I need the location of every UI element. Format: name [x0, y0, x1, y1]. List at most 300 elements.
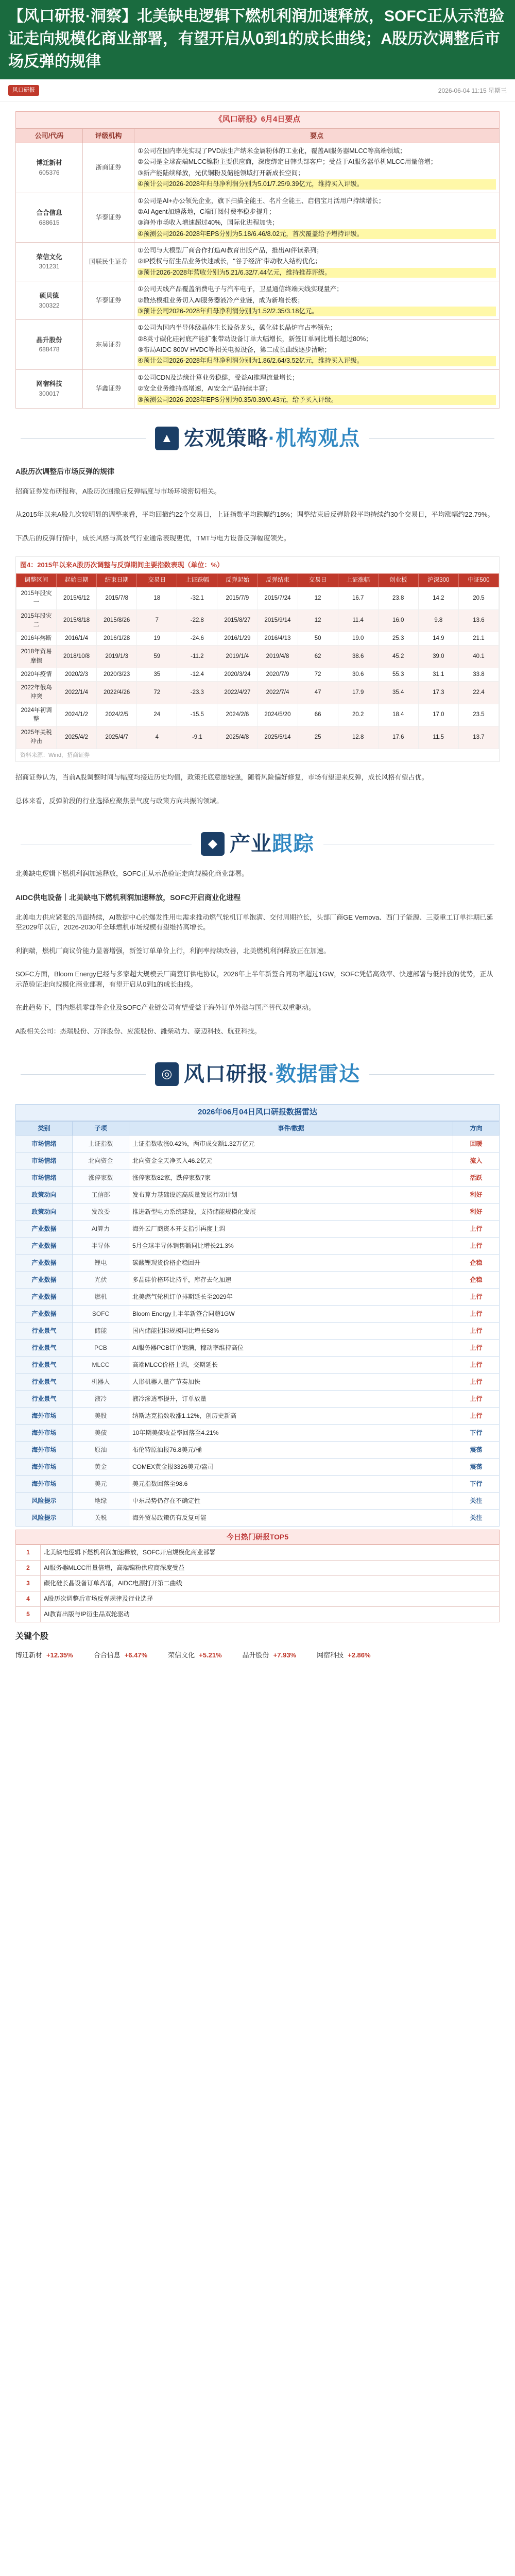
- history-cell: 13.7: [458, 726, 499, 749]
- radar-event[interactable]: 碳酸锂现货价格企稳回升: [129, 1254, 453, 1271]
- points-cell: [134, 143, 500, 193]
- history-cell: 38.6: [338, 646, 378, 668]
- history-col: 沪深300: [418, 573, 458, 587]
- radar-subitem: 涨停家数: [73, 1169, 129, 1186]
- history-source: 资料来源：Wind，招商证券: [20, 752, 90, 758]
- history-cell: 40.1: [458, 646, 499, 668]
- radar-direction: 上行: [453, 1373, 500, 1390]
- chart-logo-icon: ▲: [155, 427, 179, 450]
- macro-heading: A股历次调整后市场反弹的规律: [15, 467, 115, 476]
- radar-event[interactable]: 多晶硅价格环比持平，库存去化加速: [129, 1271, 453, 1288]
- hot-row[interactable]: [16, 1575, 500, 1591]
- radar-subitem: 发改委: [73, 1203, 129, 1220]
- point-item: ③新产能陆续释放，光伏铜粉及储能领域打开新成长空间；: [138, 169, 304, 177]
- point-item: ②8英寸碳化硅衬底产能扩张带动设备订单大幅增长，新签订单同比增长超过80%；: [138, 335, 372, 343]
- hot-title[interactable]: AI服务器MLCC用量倍增，高端镍粉供应商深度受益: [41, 1560, 500, 1575]
- history-cell: 35.4: [378, 682, 418, 704]
- radar-direction: 下行: [453, 1424, 500, 1441]
- history-cell: 39.0: [418, 646, 458, 668]
- radar-direction: 震荡: [453, 1441, 500, 1458]
- radar-row: [16, 1186, 500, 1203]
- hot-rank: 2: [16, 1560, 41, 1575]
- radar-category: 海外市场: [16, 1424, 73, 1441]
- radar-event[interactable]: 北美燃气轮机订单排期延长至2029年: [129, 1288, 453, 1305]
- company-cell[interactable]: [16, 143, 83, 193]
- radar-category: 产业数据: [16, 1305, 73, 1322]
- radar-subitem: 黄金: [73, 1458, 129, 1475]
- research-section: [0, 102, 515, 414]
- radar-title: 风口研报·数据雷达: [183, 1063, 360, 1086]
- company-code: 605376: [39, 169, 60, 177]
- history-cell: 2016/4/13: [258, 632, 298, 646]
- history-cell: 2018/10/8: [57, 646, 97, 668]
- radar-event[interactable]: 海外贸易政策仍有反复可能: [129, 1509, 453, 1526]
- company-cell[interactable]: [16, 281, 83, 320]
- history-col: 上证涨幅: [338, 573, 378, 587]
- radar-subitem: 燃机: [73, 1288, 129, 1305]
- radar-category: 行业景气: [16, 1356, 73, 1373]
- radar-direction: 利好: [453, 1203, 500, 1220]
- point-item: ③预计公司2026-2028年归母净利润分别为1.52/2.35/3.18亿元。: [138, 307, 496, 316]
- radar-subitem: 液冷: [73, 1390, 129, 1407]
- macro-p5: 总体来看，反弹阶段的行业选择应聚焦景气度与政策方向共振的领域。: [15, 796, 224, 805]
- radar-category: 产业数据: [16, 1271, 73, 1288]
- hot-title[interactable]: 北美缺电逻辑下燃机利润加速释放，SOFC开启规模化商业部署: [41, 1545, 500, 1560]
- radar-direction: 关注: [453, 1509, 500, 1526]
- company-name: 硕贝德: [39, 292, 59, 299]
- history-cell: 2020年疫情: [16, 668, 57, 681]
- history-col: 调整区间: [16, 573, 57, 587]
- history-cell: 59: [137, 646, 177, 668]
- industry-p1: 北美电力供应紧张的局面持续，AI数据中心的爆发性用电需求推动燃气轮机订单饱满、交付周期拉长，头部厂商GE Vernova、西门子能源、三菱重工订单排期已延至2029年以后，2026-2030年全球燃机市场规模有望维持高增长。: [15, 913, 493, 931]
- radar-subitem: 机器人: [73, 1373, 129, 1390]
- history-row: [16, 704, 499, 726]
- history-cell: 2015/7/24: [258, 587, 298, 610]
- history-cell: -22.8: [177, 609, 217, 632]
- stock-stat[interactable]: [168, 1650, 221, 1660]
- hot-row[interactable]: [16, 1591, 500, 1606]
- history-cell: -15.5: [177, 704, 217, 726]
- company-code: 301231: [39, 263, 60, 270]
- history-cell: -23.3: [177, 682, 217, 704]
- history-table-block: [15, 556, 500, 762]
- stats-row: [0, 1643, 515, 1660]
- history-cell: 2016/1/29: [217, 632, 258, 646]
- history-cell: -12.4: [177, 668, 217, 681]
- history-cell: 2025/4/8: [217, 726, 258, 749]
- point-item: ①公司是AI+办公领先企业，旗下扫描全能王、名片全能王、启信宝月活用户持续增长；: [138, 197, 385, 205]
- radar-direction: 下行: [453, 1475, 500, 1492]
- radar-direction: 上行: [453, 1237, 500, 1254]
- org-cell: 浙商证券: [83, 143, 134, 193]
- history-cell: 21.1: [458, 632, 499, 646]
- publish-date: 2026-06-04 11:15 星期三: [438, 87, 507, 94]
- history-cell: 2015/7/9: [217, 587, 258, 610]
- company-name: 合合信息: [36, 209, 62, 216]
- history-cell: 13.6: [458, 609, 499, 632]
- point-item: ①公司CDN及边缘计算业务稳健，受益AI推理流量增长；: [138, 374, 299, 381]
- industry-p5: A股相关公司：杰瑞股份、万泽股份、应流股份、潍柴动力、豪迈科技、航亚科技。: [15, 1027, 261, 1035]
- point-item: ①公司为国内半导体级晶体生长设备龙头，碳化硅长晶炉市占率领先；: [138, 324, 337, 332]
- macro-banner: [0, 414, 515, 463]
- history-cell: 11.5: [418, 726, 458, 749]
- history-cell: 12: [298, 609, 338, 632]
- radar-subitem: 美元: [73, 1475, 129, 1492]
- radar-row: [16, 1152, 500, 1169]
- company-code: 300322: [39, 301, 60, 309]
- history-cell: 2018年贸易摩擦: [16, 646, 57, 668]
- history-col: 中证500: [458, 573, 499, 587]
- history-cell: -24.6: [177, 632, 217, 646]
- radar-event[interactable]: 发布算力基础设施高质量发展行动计划: [129, 1186, 453, 1203]
- company-cell[interactable]: [16, 243, 83, 281]
- macro-p2: 从2015年以来A股九次较明显的调整来看，平均回撤约22个交易日，上证指数平均跌幅约18%；调整结束后反弹阶段平均持续约30个交易日，平均涨幅约22.79%。: [15, 511, 494, 519]
- stock-name: 荣信文化: [168, 1651, 195, 1659]
- radar-category: 行业景气: [16, 1390, 73, 1407]
- history-cell: 2024/5/20: [258, 704, 298, 726]
- history-cell: 72: [137, 682, 177, 704]
- radar-subitem: 锂电: [73, 1254, 129, 1271]
- radar-row: [16, 1475, 500, 1492]
- hot-rank: 3: [16, 1575, 41, 1591]
- history-row: [16, 726, 499, 749]
- radar-direction: 利好: [453, 1186, 500, 1203]
- history-col: 创业板: [378, 573, 418, 587]
- radar-row: [16, 1509, 500, 1526]
- research-row: [16, 143, 500, 193]
- radar-col: 子项: [73, 1121, 129, 1135]
- history-cell: 2015/8/18: [57, 609, 97, 632]
- history-cell: 2024/1/2: [57, 704, 97, 726]
- radar-event[interactable]: 10年期美债收益率回落至4.21%: [129, 1424, 453, 1441]
- radar-event[interactable]: 布伦特原油报76.8美元/桶: [129, 1441, 453, 1458]
- industry-p2: 利润端，燃机厂商议价能力显著增强，新签订单单价上行，利润率持续改善，北美燃机利润释放正在加速。: [15, 946, 331, 955]
- history-cell: 55.3: [378, 668, 418, 681]
- history-cell: 2015/8/26: [97, 609, 137, 632]
- history-cell: 2022/4/26: [97, 682, 137, 704]
- history-cell: 25.3: [378, 632, 418, 646]
- radar-subitem: AI算力: [73, 1220, 129, 1237]
- history-cell: 19.0: [338, 632, 378, 646]
- point-item: ①公司在国内率先实现了PVD法生产纳米金属粉体的工业化，覆盖AI服务器MLCC等高端领域；: [138, 147, 406, 155]
- history-cell: 2025/4/2: [57, 726, 97, 749]
- col-company: 公司/代码: [16, 128, 83, 143]
- history-row: [16, 632, 499, 646]
- radar-subitem: 上证指数: [73, 1135, 129, 1152]
- macro-body: [0, 466, 515, 544]
- radar-subitem: 美股: [73, 1407, 129, 1424]
- history-cell: 2020/3/23: [97, 668, 137, 681]
- history-cell: 14.2: [418, 587, 458, 610]
- radar-direction: 企稳: [453, 1271, 500, 1288]
- history-cell: 23.8: [378, 587, 418, 610]
- radar-direction: 上行: [453, 1390, 500, 1407]
- history-col: 反弹起始: [217, 573, 258, 587]
- history-cell: 18.4: [378, 704, 418, 726]
- radar-category: 市场情绪: [16, 1169, 73, 1186]
- radar-event[interactable]: Bloom Energy上半年新签合同超1GW: [129, 1305, 453, 1322]
- history-row: [16, 646, 499, 668]
- macro-p4: 招商证券认为，当前A股调整时间与幅度均接近历史均值，政策托底意愿较强，随着风险偏好修复，市场有望迎来反弹，成长风格有望占优。: [15, 773, 428, 782]
- radar-subitem: 北向资金: [73, 1152, 129, 1169]
- history-col: 反弹结束: [258, 573, 298, 587]
- industry-p4: 在此趋势下，国内燃机零部件企业及SOFC产业链公司有望受益于海外订单外溢与国产替代双重驱动。: [15, 1004, 316, 1012]
- radar-event[interactable]: 高端MLCC价格上调，交期延长: [129, 1356, 453, 1373]
- history-cell: 4: [137, 726, 177, 749]
- industry-p3: SOFC方面，Bloom Energy已经与多家超大规模云厂商签订供电协议，2026年上半年新签合同功率超过1GW，SOFC凭借高效率、快速部署与低排放的优势，正从示范验证走向规模化商业部署，有望开启从0到1的成长曲线。: [15, 970, 493, 988]
- point-item: ③预计2026-2028年营收分别为5.21/6.32/7.44亿元，维持推荐评级。: [138, 268, 496, 278]
- point-item: ②公司是全球高端MLCC镍粉主要供应商，深度绑定日韩头部客户；受益于AI服务器单机MLCC用量倍增；: [138, 158, 437, 166]
- radar-subitem: 光伏: [73, 1271, 129, 1288]
- history-cell: 2016/1/28: [97, 632, 137, 646]
- company-cell[interactable]: [16, 369, 83, 408]
- history-cell: 2019/1/3: [97, 646, 137, 668]
- radar-event[interactable]: 涨停家数82家，跌停家数7家: [129, 1169, 453, 1186]
- radar-category: 市场情绪: [16, 1135, 73, 1152]
- history-cell: 14.9: [418, 632, 458, 646]
- radar-direction: 上行: [453, 1305, 500, 1322]
- radar-col: 事件/数据: [129, 1121, 453, 1135]
- radar-subitem: 地缘: [73, 1492, 129, 1509]
- radar-category: 政策动向: [16, 1186, 73, 1203]
- radar-row: [16, 1373, 500, 1390]
- history-cell: 23.5: [458, 704, 499, 726]
- radar-row: [16, 1407, 500, 1424]
- history-cell: 20.2: [338, 704, 378, 726]
- history-cell: 2019/4/8: [258, 646, 298, 668]
- radar-direction: 流入: [453, 1152, 500, 1169]
- history-cell: 17.9: [338, 682, 378, 704]
- hot-rank: 5: [16, 1606, 41, 1622]
- stock-stat[interactable]: [243, 1650, 296, 1660]
- history-cell: 2022/4/27: [217, 682, 258, 704]
- history-cell: 45.2: [378, 646, 418, 668]
- history-cell: 2025/5/14: [258, 726, 298, 749]
- stock-name: 合合信息: [93, 1651, 121, 1659]
- hot-rank: 1: [16, 1545, 41, 1560]
- radar-category: 行业景气: [16, 1373, 73, 1390]
- meta-row: [0, 79, 515, 102]
- history-cell: -11.2: [177, 646, 217, 668]
- radar-event[interactable]: COMEX黄金报3326美元/盎司: [129, 1458, 453, 1475]
- radar-direction: 活跃: [453, 1169, 500, 1186]
- research-header: 《风口研报》6月4日要点: [15, 111, 500, 128]
- point-item: ①公司与大模型厂商合作打造AI教育出版产品，推出AI伴读系列；: [138, 247, 323, 254]
- radar-subitem: 工信部: [73, 1186, 129, 1203]
- history-cell: 19: [137, 632, 177, 646]
- radar-event[interactable]: 5月全球半导体销售额同比增长21.3%: [129, 1237, 453, 1254]
- history-col: 起始日期: [57, 573, 97, 587]
- history-cell: -32.1: [177, 587, 217, 610]
- radar-row: [16, 1237, 500, 1254]
- history-col: 上证跌幅: [177, 573, 217, 587]
- radar-event[interactable]: 推进新型电力系统建设，支持储能规模化发展: [129, 1203, 453, 1220]
- stock-name: 晶升股份: [242, 1651, 269, 1659]
- radar-category: 行业景气: [16, 1339, 73, 1356]
- radar-direction: 上行: [453, 1407, 500, 1424]
- hot-header: 今日热门研报TOP5: [15, 1530, 500, 1545]
- history-cell: 25: [298, 726, 338, 749]
- points-cell: [134, 281, 500, 320]
- hot-title[interactable]: A股历次调整后市场反弹规律及行业选择: [41, 1591, 500, 1606]
- hot-row[interactable]: [16, 1545, 500, 1560]
- radar-event[interactable]: 美元指数回落至98.6: [129, 1475, 453, 1492]
- history-cell: 2024/2/6: [217, 704, 258, 726]
- point-item: ②AI Agent加速落地，C端订阅付费率稳步提升；: [138, 208, 276, 215]
- radar-row: [16, 1254, 500, 1271]
- radar-subitem: 关税: [73, 1509, 129, 1526]
- history-cell: 2015年股灾二: [16, 609, 57, 632]
- radar-row: [16, 1135, 500, 1152]
- stats-title: 关键个股: [15, 1632, 49, 1641]
- radar-header: 2026年06月04日风口研报数据雷达: [15, 1104, 500, 1121]
- radar-event[interactable]: 液冷渗透率提升，订单放量: [129, 1390, 453, 1407]
- radar-subitem: 储能: [73, 1322, 129, 1339]
- article-title: 【风口研报·洞察】北美缺电逻辑下燃机利润加速释放，SOFC正从示范验证走向规模化商业部署，有望开启从0到1的成长曲线；A股历次调整后市场反弹的规律: [8, 8, 505, 70]
- point-item: ④预计公司2026-2028年归母净利润分别为1.86/2.64/3.52亿元，维持买入评级。: [138, 356, 496, 366]
- radar-event[interactable]: 上证指数收涨0.42%，两市成交额1.32万亿元: [129, 1135, 453, 1152]
- radar-event[interactable]: 北向资金全天净买入46.2亿元: [129, 1152, 453, 1169]
- macro-p1: 招商证券发布研报称，A股历次回撤后反弹幅度与市场环境密切相关。: [15, 487, 221, 495]
- radar-row: [16, 1220, 500, 1237]
- history-cell: 2022年俄乌冲突: [16, 682, 57, 704]
- history-cell: 2024/2/5: [97, 704, 137, 726]
- company-code: 688615: [39, 218, 60, 226]
- company-cell[interactable]: [16, 320, 83, 370]
- history-cell: 17.0: [418, 704, 458, 726]
- points-cell: [134, 193, 500, 243]
- company-name: 晶升股份: [36, 336, 62, 344]
- radar-direction: 上行: [453, 1356, 500, 1373]
- macro-p3: 下跌后的反弹行情中，成长风格与高景气行业通常表现更优，TMT与电力设备反弹幅度领先。: [15, 534, 290, 542]
- point-item: ③预测公司2026-2028年EPS分别为0.35/0.39/0.43元，给予买入评级。: [138, 395, 496, 405]
- history-cell: 50: [298, 632, 338, 646]
- radar-table: [15, 1121, 500, 1527]
- col-points: 要点: [134, 128, 500, 143]
- hot-row[interactable]: [16, 1606, 500, 1622]
- stock-stat[interactable]: [15, 1650, 73, 1660]
- company-cell[interactable]: [16, 193, 83, 243]
- radar-category: 海外市场: [16, 1407, 73, 1424]
- radar-event[interactable]: 国内储能招标规模同比增长58%: [129, 1322, 453, 1339]
- research-row: [16, 243, 500, 281]
- research-row: [16, 281, 500, 320]
- radar-row: [16, 1305, 500, 1322]
- radar-direction: 上行: [453, 1322, 500, 1339]
- company-code: 688478: [39, 346, 60, 353]
- stock-change: +12.35%: [46, 1651, 73, 1659]
- history-cell: 2025年关税冲击: [16, 726, 57, 749]
- history-cell: 2022/7/4: [258, 682, 298, 704]
- history-cell: 33.8: [458, 668, 499, 681]
- history-cell: 2022/1/4: [57, 682, 97, 704]
- radar-event[interactable]: 人形机器人量产节奏加快: [129, 1373, 453, 1390]
- macro-title: 宏观策略·机构观点: [183, 427, 360, 450]
- hot-row[interactable]: [16, 1560, 500, 1575]
- history-cell: 2024年初调整: [16, 704, 57, 726]
- radar-event[interactable]: 海外云厂商资本开支指引再度上调: [129, 1220, 453, 1237]
- radar-subitem: MLCC: [73, 1356, 129, 1373]
- radar-category: 海外市场: [16, 1441, 73, 1458]
- history-cell: 18: [137, 587, 177, 610]
- points-cell: [134, 369, 500, 408]
- hot-title[interactable]: AI教育出版与IP衍生品双轮驱动: [41, 1606, 500, 1622]
- radar-category: 行业景气: [16, 1322, 73, 1339]
- history-cell: 17.3: [418, 682, 458, 704]
- history-cell: 30.6: [338, 668, 378, 681]
- history-cell: 47: [298, 682, 338, 704]
- radar-direction: 上行: [453, 1339, 500, 1356]
- stock-change: +7.93%: [273, 1651, 297, 1659]
- radar-category: 产业数据: [16, 1254, 73, 1271]
- history-cell: 22.4: [458, 682, 499, 704]
- history-cell: 2019/1/4: [217, 646, 258, 668]
- history-row: [16, 587, 499, 610]
- radar-category: 市场情绪: [16, 1152, 73, 1169]
- radar-row: [16, 1441, 500, 1458]
- radar-row: [16, 1339, 500, 1356]
- point-item: ①公司天线产品覆盖消费电子与汽车电子，卫星通信终端天线实现量产；: [138, 285, 343, 293]
- radar-row: [16, 1492, 500, 1509]
- history-cell: 9.8: [418, 609, 458, 632]
- radar-direction: 上行: [453, 1220, 500, 1237]
- radar-col: 类别: [16, 1121, 73, 1135]
- industry-title: 产业跟踪: [230, 833, 314, 856]
- history-table: [16, 573, 499, 749]
- history-cell: 16.7: [338, 587, 378, 610]
- history-title: 图4：2015年以来A股历次调整与反弹期间主要指数表现（单位：%）: [16, 557, 499, 573]
- history-cell: 2020/2/3: [57, 668, 97, 681]
- radar-event[interactable]: AI服务器PCB订单饱满，稼动率维持高位: [129, 1339, 453, 1356]
- history-cell: 2015/6/12: [57, 587, 97, 610]
- history-col: 结束日期: [97, 573, 137, 587]
- radar-row: [16, 1271, 500, 1288]
- stock-stat[interactable]: [94, 1650, 147, 1660]
- research-row: [16, 369, 500, 408]
- points-cell: [134, 243, 500, 281]
- research-row: [16, 193, 500, 243]
- radar-direction: 关注: [453, 1492, 500, 1509]
- radar-row: [16, 1169, 500, 1186]
- radar-event[interactable]: 纳斯达克指数收涨1.12%，创历史新高: [129, 1407, 453, 1424]
- history-col: 交易日: [137, 573, 177, 587]
- industry-p0: 北美缺电逻辑下燃机利润加速释放，SOFC正从示范验证走向规模化商业部署。: [15, 870, 249, 878]
- history-row: [16, 609, 499, 632]
- history-cell: 2015年股灾一: [16, 587, 57, 610]
- radar-category: 风险提示: [16, 1492, 73, 1509]
- radar-category: 产业数据: [16, 1237, 73, 1254]
- radar-event[interactable]: 中东局势仍存在不确定性: [129, 1492, 453, 1509]
- radar-subitem: 半导体: [73, 1237, 129, 1254]
- history-cell: 7: [137, 609, 177, 632]
- radar-col: 方向: [453, 1121, 500, 1135]
- hot-title[interactable]: 碳化硅长晶设备订单高增，AIDC电源打开第二曲线: [41, 1575, 500, 1591]
- brand-tag[interactable]: 风口研报: [8, 85, 39, 96]
- radar-row: [16, 1288, 500, 1305]
- org-cell: 华泰证券: [83, 281, 134, 320]
- history-cell: 2016年熔断: [16, 632, 57, 646]
- company-code: 300017: [39, 390, 60, 398]
- radar-direction: 震荡: [453, 1458, 500, 1475]
- history-col: 交易日: [298, 573, 338, 587]
- stock-stat[interactable]: [317, 1650, 370, 1660]
- title-banner: [0, 0, 515, 79]
- point-item: ②散热模组业务切入AI服务器液冷产业链，成为新增长极；: [138, 296, 304, 304]
- history-cell: 72: [298, 668, 338, 681]
- radar-row: [16, 1424, 500, 1441]
- radar-row: [16, 1458, 500, 1475]
- org-cell: 东吴证券: [83, 320, 134, 370]
